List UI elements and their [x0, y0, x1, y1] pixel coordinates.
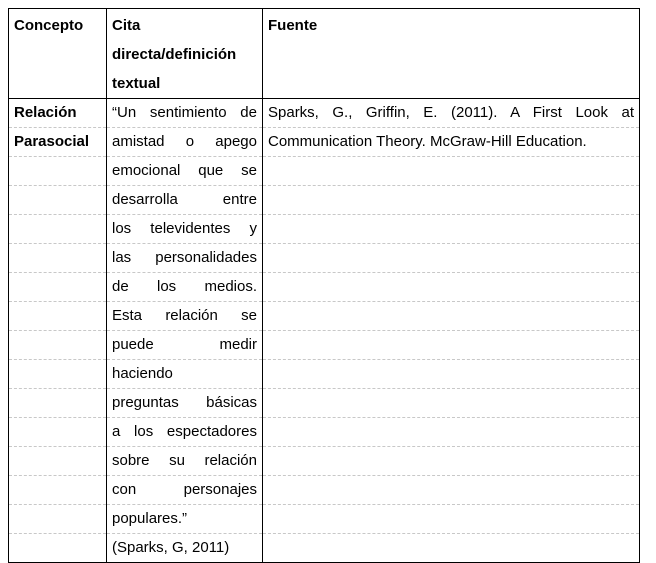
source-line — [263, 244, 639, 273]
source-line — [263, 389, 639, 418]
quote-cell — [107, 99, 263, 563]
concept-line — [9, 534, 106, 562]
source-line — [263, 505, 639, 534]
quote-line: puede medir — [107, 331, 262, 360]
concept-line — [9, 244, 106, 273]
source-line — [263, 534, 639, 562]
citation-table — [8, 8, 640, 563]
quote-line: haciendo — [107, 360, 262, 389]
header-fuente — [263, 9, 640, 99]
concept-line — [9, 447, 106, 476]
concept-line — [9, 273, 106, 302]
quote-lines — [112, 99, 257, 562]
header-fuente-label: Fuente — [268, 17, 318, 34]
concept-line — [9, 476, 106, 505]
source-line — [263, 273, 639, 302]
header-cita — [107, 9, 263, 99]
quote-line: las personalidades — [107, 244, 262, 273]
concept-cell — [9, 99, 107, 563]
source-line: Communication Theory. McGraw-Hill Education. — [263, 128, 639, 157]
source-line — [263, 360, 639, 389]
header-cita-line-2: directa/definición — [112, 46, 237, 63]
source-line — [263, 157, 639, 186]
source-lines — [268, 99, 634, 562]
source-line — [263, 418, 639, 447]
source-line — [263, 476, 639, 505]
header-row — [9, 9, 640, 99]
source-cell — [263, 99, 640, 563]
quote-line: sobre su relación — [107, 447, 262, 476]
header-cita-line-1: Cita — [112, 17, 141, 34]
concept-line — [9, 360, 106, 389]
concept-line — [9, 215, 106, 244]
quote-line: preguntas básicas — [107, 389, 262, 418]
source-line — [263, 302, 639, 331]
source-line — [263, 186, 639, 215]
header-concepto — [9, 9, 107, 99]
concept-line: Parasocial — [9, 128, 106, 157]
quote-line: populares.” — [107, 505, 262, 534]
quote-line: amistad o apego — [107, 128, 262, 157]
source-line — [263, 215, 639, 244]
concept-line — [9, 302, 106, 331]
concept-line — [9, 157, 106, 186]
source-line: Sparks, G., Griffin, E. (2011). A First Look at — [263, 99, 639, 128]
quote-line: Esta relación se — [107, 302, 262, 331]
quote-line: emocional que se — [107, 157, 262, 186]
quote-line: “Un sentimiento de — [107, 99, 262, 128]
header-cita-line-3: textual — [112, 75, 161, 92]
quote-line: con personajes — [107, 476, 262, 505]
concept-line — [9, 331, 106, 360]
quote-line: los televidentes y — [107, 215, 262, 244]
quote-line: (Sparks, G, 2011) — [112, 539, 230, 556]
concept-line: Relación — [9, 99, 106, 128]
table-row — [9, 99, 640, 563]
source-line — [263, 447, 639, 476]
concept-line — [9, 186, 106, 215]
header-concepto-label: Concepto — [14, 17, 84, 34]
concept-lines — [14, 99, 101, 562]
concept-line — [9, 505, 106, 534]
concept-line — [9, 389, 106, 418]
quote-line: de los medios. — [107, 273, 262, 302]
quote-line: a los espectadores — [107, 418, 262, 447]
quote-line: desarrolla entre — [107, 186, 262, 215]
source-line — [263, 331, 639, 360]
concept-line — [9, 418, 106, 447]
